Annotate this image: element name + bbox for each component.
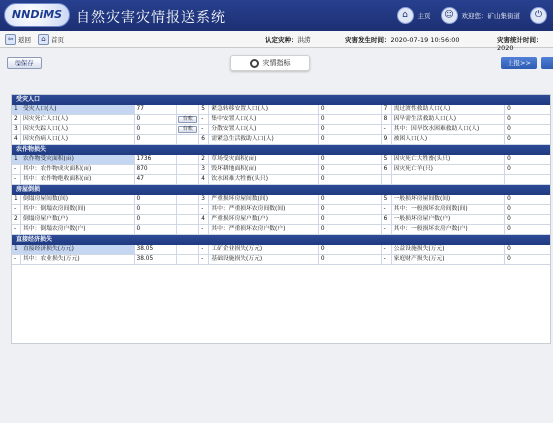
value-input[interactable]: 0 (507, 116, 511, 122)
value-input[interactable]: 0 (507, 226, 511, 232)
back-button[interactable] (3, 33, 33, 46)
row-action-cell (177, 155, 199, 164)
indicator-label: 其中：严重损坏农房间数(间) (209, 205, 319, 214)
row-index: - (199, 115, 209, 124)
row-action-cell (177, 115, 199, 124)
value-input[interactable]: 47 (135, 175, 178, 184)
event-type-value: 洪涝 (297, 36, 311, 44)
back-label: 返回 (18, 35, 31, 44)
indicator-label: 需紧急生活救助人口(人) (209, 135, 319, 144)
value-input[interactable]: 0 (319, 205, 382, 214)
occur-time-info (345, 35, 460, 44)
row-index: 3 (12, 125, 21, 134)
value-input[interactable]: 0 (319, 225, 382, 234)
section-title: 农作物损失 (12, 145, 550, 155)
indicator-label: 倒塌房屋间数(间) (21, 195, 135, 204)
tab-disaster-indicators[interactable] (230, 55, 310, 71)
table-row (12, 225, 550, 235)
indicator-section (12, 235, 550, 265)
table-row (12, 125, 550, 135)
value-input[interactable]: 0 (319, 155, 382, 164)
row-action-cell (177, 245, 199, 254)
occur-time-value: 2020-07-19 10:56:00 (390, 36, 460, 44)
indicator-label: 公益设施损失(万元) (392, 245, 506, 254)
value-input[interactable]: 0 (507, 106, 511, 112)
table-row (12, 135, 550, 145)
save-button[interactable] (7, 57, 42, 69)
value-input[interactable]: 870 (135, 165, 178, 174)
indicator-section (12, 185, 550, 235)
back-arrow-icon: ⇦ (5, 34, 16, 45)
table-row (12, 175, 550, 185)
user-icon: ☺ (441, 7, 458, 24)
row-index: 3 (199, 195, 209, 204)
indicator-label: 一般损坏房屋户数(户) (392, 215, 506, 224)
row-action-cell (177, 215, 199, 224)
row-index: 5 (382, 155, 392, 164)
home-button[interactable] (36, 33, 66, 46)
row-index: 5 (382, 195, 392, 204)
indicator-label: 其中：农业损失(万元) (21, 255, 135, 264)
row-index: 6 (382, 165, 392, 174)
indicator-label: 基础设施损失(万元) (209, 255, 319, 264)
indicator-label: 毁坏耕地面积(亩) (209, 165, 319, 174)
stat-time-value: 2020 (497, 44, 514, 52)
value-input[interactable]: 0 (135, 115, 178, 124)
indicator-label: 紧急转移安置人口(人) (209, 105, 319, 114)
row-index: - (199, 225, 209, 234)
row-index: - (382, 205, 392, 214)
row-index: - (199, 205, 209, 214)
indicator-label: 工矿企业损失(万元) (209, 245, 319, 254)
row-index: 1 (12, 155, 21, 164)
value-input[interactable]: 0 (507, 256, 511, 262)
occur-time-label: 灾害发生时间： (345, 36, 391, 44)
value-input[interactable]: 0 (507, 206, 511, 212)
indicator-label: 其中：因旱饮水困难救助人口(人) (392, 125, 506, 134)
value-input[interactable]: 0 (319, 125, 382, 134)
toolbar (0, 48, 553, 78)
indicator-label: 受灾人口(人) (21, 105, 135, 114)
power-icon[interactable]: ⏻ (530, 7, 547, 24)
value-input[interactable]: 0 (319, 115, 382, 124)
tab-label: 灾情指标 (262, 59, 291, 67)
row-index: 5 (199, 105, 209, 114)
row-index: 2 (12, 215, 21, 224)
row-action-cell (177, 255, 199, 264)
indicator-label: 农作物受灾面积(亩) (21, 155, 135, 164)
report-extra-button[interactable] (541, 57, 553, 69)
value-input[interactable]: 0 (319, 245, 382, 254)
table-row (12, 195, 550, 205)
event-type-label: 认定灾种： (265, 36, 298, 44)
value-input[interactable]: 0 (135, 215, 178, 224)
indicator-label: 需过渡性救助人口(人) (392, 105, 506, 114)
row-index: 7 (382, 105, 392, 114)
row-index: - (382, 225, 392, 234)
event-type-info (265, 35, 311, 44)
row-index: 1 (12, 195, 21, 204)
indicator-label: 其中：倒塌农房间数(间) (21, 205, 135, 214)
house-icon: ⌂ (38, 34, 49, 45)
save-icon: 🖫 (15, 59, 21, 67)
value-input[interactable] (505, 175, 550, 184)
row-action-cell (177, 225, 199, 234)
indicator-label: 分散安置人口(人) (209, 125, 319, 134)
value-input[interactable]: 0 (507, 246, 511, 252)
indicator-label: 因灾死亡人口(人) (21, 115, 135, 124)
row-index: 9 (382, 135, 392, 144)
table-row (12, 215, 550, 225)
row-index: - (199, 125, 209, 134)
table-row (12, 105, 550, 115)
home-icon[interactable]: ⌂ (397, 7, 414, 24)
row-action-cell (177, 165, 199, 174)
value-input[interactable]: 1736 (135, 155, 178, 164)
indicator-label: 其中：一般损坏农房间数(间) (392, 205, 506, 214)
indicator-label: 其中：一般损坏农房户数(户) (392, 225, 506, 234)
row-index: - (199, 245, 209, 254)
row-index: 2 (199, 155, 209, 164)
value-input[interactable]: 0 (507, 216, 511, 222)
nav-bar (0, 31, 553, 52)
table-row (12, 165, 550, 175)
value-input[interactable]: 0 (507, 196, 511, 202)
indicator-label: 饮水困难大牲畜(头只) (209, 175, 319, 184)
indicator-label: 集中安置人口(人) (209, 115, 319, 124)
table-row (12, 205, 550, 215)
value-input[interactable]: 0 (507, 156, 511, 162)
row-index: - (12, 175, 21, 184)
indicator-label: 因旱需生活救助人口(人) (392, 115, 506, 124)
row-action-cell (177, 175, 199, 184)
indicator-label: 一般损坏房屋间数(间) (392, 195, 506, 204)
indicator-label: 其中：倒塌农房户数(户) (21, 225, 135, 234)
header-actions (397, 0, 548, 31)
row-action-cell (177, 135, 199, 144)
row-index: - (382, 125, 392, 134)
row-index: - (382, 245, 392, 254)
value-input[interactable]: 0 (319, 135, 382, 144)
indicator-label: 草场受灾面积(亩) (209, 155, 319, 164)
indicator-label: 其中：严重损坏农房户数(户) (209, 225, 319, 234)
stat-time-label: 灾害统计时间： (497, 36, 543, 44)
indicator-panel (11, 94, 551, 344)
indicator-label: 直接经济损失(万元) (21, 245, 135, 254)
value-input[interactable]: 0 (135, 205, 178, 214)
indicator-label: 因灾伤病人口(人) (21, 135, 135, 144)
value-input[interactable]: 0 (319, 215, 382, 224)
save-label: 保存 (20, 59, 34, 67)
indicator-label: 其中：农作物成灾面积(亩) (21, 165, 135, 174)
top-header (0, 0, 553, 31)
indicator-sections (12, 95, 550, 265)
gear-icon (250, 59, 259, 68)
row-index: 6 (382, 215, 392, 224)
value-input[interactable]: 0 (507, 136, 511, 142)
value-input[interactable]: 0 (319, 165, 382, 174)
indicator-label: 其中：农作物绝收面积(亩) (21, 175, 135, 184)
table-row (12, 115, 550, 125)
value-input[interactable]: 38.05 (135, 245, 178, 254)
indicator-label: 因灾死亡羊(只) (392, 165, 506, 174)
row-index (382, 175, 392, 184)
row-index: - (199, 255, 209, 264)
indicator-section (12, 95, 550, 145)
row-index: - (382, 255, 392, 264)
row-index: 6 (199, 135, 209, 144)
ledger-button[interactable]: 台账 (178, 126, 197, 133)
row-index: 4 (199, 175, 209, 184)
section-title: 受灾人口 (12, 95, 550, 105)
welcome-text: 欢迎您：矿山集街道 (461, 12, 520, 20)
row-index: - (12, 255, 21, 264)
value-input[interactable]: 0 (319, 195, 382, 204)
row-index: - (12, 165, 21, 174)
indicator-label: 因灾失踪人口(人) (21, 125, 135, 134)
row-index: 1 (12, 105, 21, 114)
section-title: 直接经济损失 (12, 235, 550, 245)
value-input[interactable]: 0 (319, 105, 382, 114)
row-index: - (12, 225, 21, 234)
row-action-cell (177, 195, 199, 204)
row-index: 2 (12, 115, 21, 124)
row-index: 1 (12, 245, 21, 254)
indicator-label: 倒塌房屋户数(户) (21, 215, 135, 224)
value-input[interactable]: 0 (507, 126, 511, 132)
row-index: 4 (12, 135, 21, 144)
row-index: 8 (382, 115, 392, 124)
table-row (12, 155, 550, 165)
home-button-label: 首页 (51, 35, 64, 44)
value-input[interactable]: 0 (135, 225, 178, 234)
table-row (12, 255, 550, 265)
app-logo: NNDiMS (4, 3, 70, 27)
report-button[interactable]: 上报>> (501, 57, 537, 69)
indicator-label (392, 175, 506, 184)
indicator-label: 被困人口(人) (392, 135, 506, 144)
value-input[interactable]: 38.05 (135, 255, 178, 264)
indicator-label: 因灾死亡大牲畜(头只) (392, 155, 506, 164)
value-input[interactable]: 0 (319, 175, 382, 184)
indicator-section (12, 145, 550, 185)
indicator-label: 严重损坏房屋户数(户) (209, 215, 319, 224)
table-row (12, 245, 550, 255)
value-input[interactable]: 0 (135, 125, 178, 134)
indicator-label: 家庭财产损失(万元) (392, 255, 506, 264)
value-input[interactable]: 0 (319, 255, 382, 264)
section-title: 房屋倒损 (12, 185, 550, 195)
row-index: - (12, 205, 21, 214)
home-link[interactable]: 主页 (417, 12, 431, 20)
row-index: 3 (199, 165, 209, 174)
value-input[interactable]: 0 (507, 166, 511, 172)
ledger-button[interactable]: 台账 (178, 116, 197, 123)
indicator-label: 严重损坏房屋间数(间) (209, 195, 319, 204)
value-input[interactable]: 77 (135, 105, 178, 114)
value-input[interactable]: 0 (135, 195, 178, 204)
row-action-cell (177, 205, 199, 214)
value-input[interactable]: 0 (135, 135, 178, 144)
app-title: 自然灾害灾情报送系统 (76, 10, 226, 26)
row-index: 4 (199, 215, 209, 224)
row-action-cell (177, 125, 199, 134)
row-action-cell (177, 105, 199, 114)
